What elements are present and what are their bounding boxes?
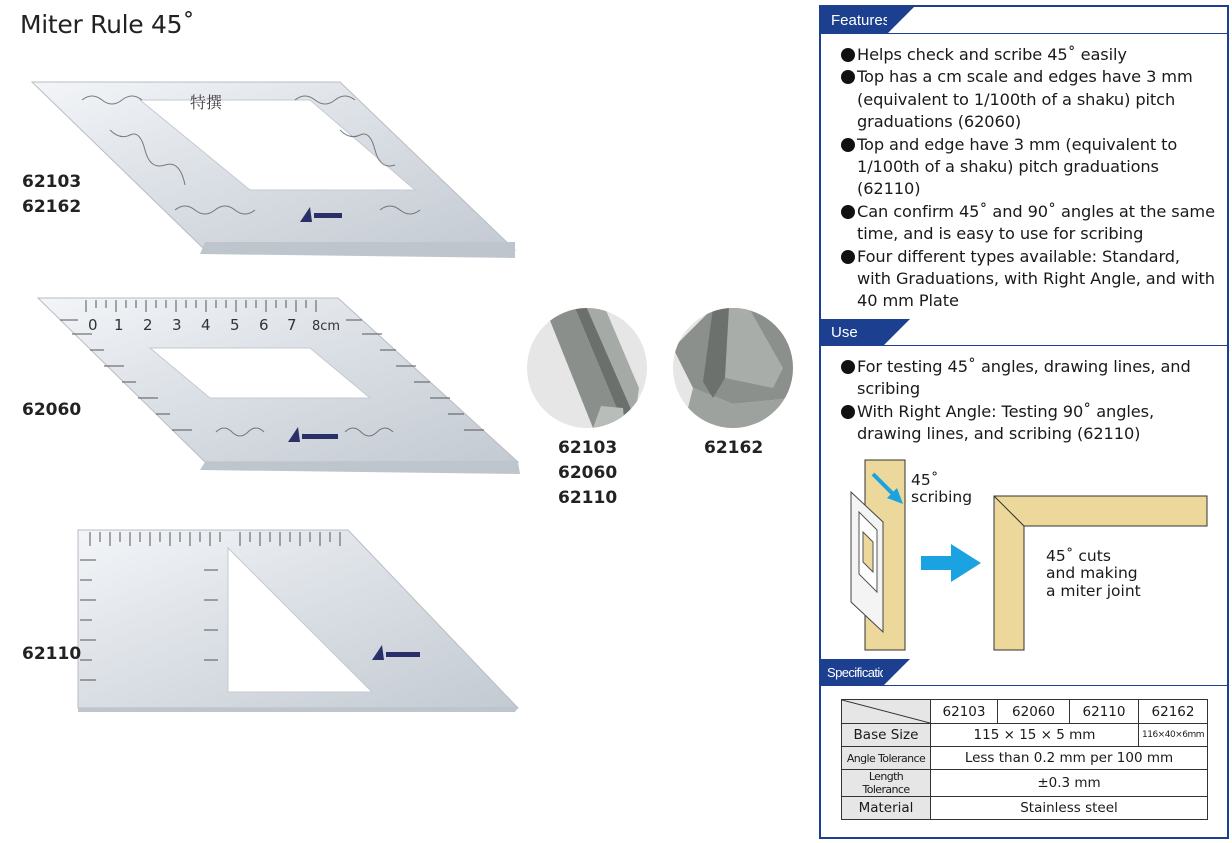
ruler-digit: 0 <box>88 316 98 334</box>
info-panel <box>819 5 1229 839</box>
product-code: 62162 <box>704 438 764 458</box>
ruler-digit: 2 <box>143 316 153 334</box>
table-row <box>842 700 1208 724</box>
use-list <box>821 346 1227 452</box>
cut-label: 45˚ cuts and making a miter joint <box>1046 546 1141 600</box>
product-code: 62110 <box>558 488 618 508</box>
features-header <box>821 7 1227 34</box>
usage-diagram <box>821 452 1227 660</box>
ruler-digit: 8cm <box>312 319 341 334</box>
row-header: Material <box>842 797 931 820</box>
ruler-62110-image <box>78 530 518 712</box>
row-header: Base Size <box>842 724 931 747</box>
column-header: 62110 <box>1070 700 1139 724</box>
list-item: Top and edge have 3 mm (equivalent to 1/100th of a shaku) pitch graduations (62110) <box>841 134 1217 201</box>
ruler-digit: 6 <box>259 316 269 334</box>
product-code: 62060 <box>22 400 82 420</box>
product-code: 62162 <box>22 197 82 217</box>
table-row <box>842 770 1208 797</box>
table-cell: 115 × 15 × 5 mm <box>931 724 1139 747</box>
features-list <box>821 34 1227 319</box>
product-code: 62103 <box>22 172 82 192</box>
table-row <box>842 747 1208 770</box>
use-header <box>821 319 1227 346</box>
closeup-codes-left <box>558 436 617 511</box>
table-corner-cell <box>842 700 931 724</box>
specifications-section <box>821 659 1227 839</box>
closeup-standard-edge-image <box>527 308 647 428</box>
column-header: 62162 <box>1139 700 1208 724</box>
ruler-digit: 7 <box>287 316 297 334</box>
product-code: 62103 <box>558 438 618 458</box>
specifications-header <box>821 659 1227 686</box>
product-code: 62110 <box>22 644 82 664</box>
ruler-digit: 5 <box>230 316 240 334</box>
use-heading: Use <box>821 319 883 346</box>
ruler-digit: 3 <box>172 316 182 334</box>
table-row <box>842 797 1208 820</box>
table-cell: 116×40×6mm <box>1139 724 1208 747</box>
list-item: Top has a cm scale and edges have 3 mm (equivalent to 1/100th of a shaku) pitch graduations (62060) <box>841 66 1217 133</box>
product-code: 62060 <box>558 463 618 483</box>
closeup-plate-edge-image <box>673 308 793 428</box>
specifications-table <box>841 699 1208 820</box>
ruler-digit: 4 <box>201 316 211 334</box>
row-header: Angle Tolerance <box>842 747 931 770</box>
product-code-group-a <box>22 170 81 220</box>
ruler-62103-logo: 特撰 <box>190 93 223 112</box>
row-header: Length Tolerance <box>842 770 931 797</box>
page-title: Miter Rule 45˚ <box>20 10 195 39</box>
list-item: For testing 45˚ angles, drawing lines, and scribing <box>841 356 1217 401</box>
column-header: 62060 <box>998 700 1070 724</box>
column-header: 62103 <box>931 700 998 724</box>
scribe-label: 45˚ scribing <box>911 470 973 506</box>
list-item: Four different types available: Standard, with Graduations, with Right Angle, and with 40 mm Plate <box>841 246 1217 313</box>
list-item: Can confirm 45˚ and 90˚ angles at the same time, and is easy to use for scribing <box>841 201 1217 246</box>
table-row <box>842 724 1208 747</box>
table-cell: ±0.3 mm <box>931 770 1208 797</box>
features-heading: Features <box>821 7 887 34</box>
table-cell: Stainless steel <box>931 797 1208 820</box>
ruler-digit: 1 <box>114 316 124 334</box>
specifications-heading: Specifications <box>821 659 883 686</box>
list-item: With Right Angle: Testing 90˚ angles, drawing lines, and scribing (62110) <box>841 401 1217 446</box>
ruler-62103-image <box>32 82 515 258</box>
table-cell: Less than 0.2 mm per 100 mm <box>931 747 1208 770</box>
ruler-62060-image <box>38 298 520 474</box>
list-item: Helps check and scribe 45˚ easily <box>841 44 1217 66</box>
